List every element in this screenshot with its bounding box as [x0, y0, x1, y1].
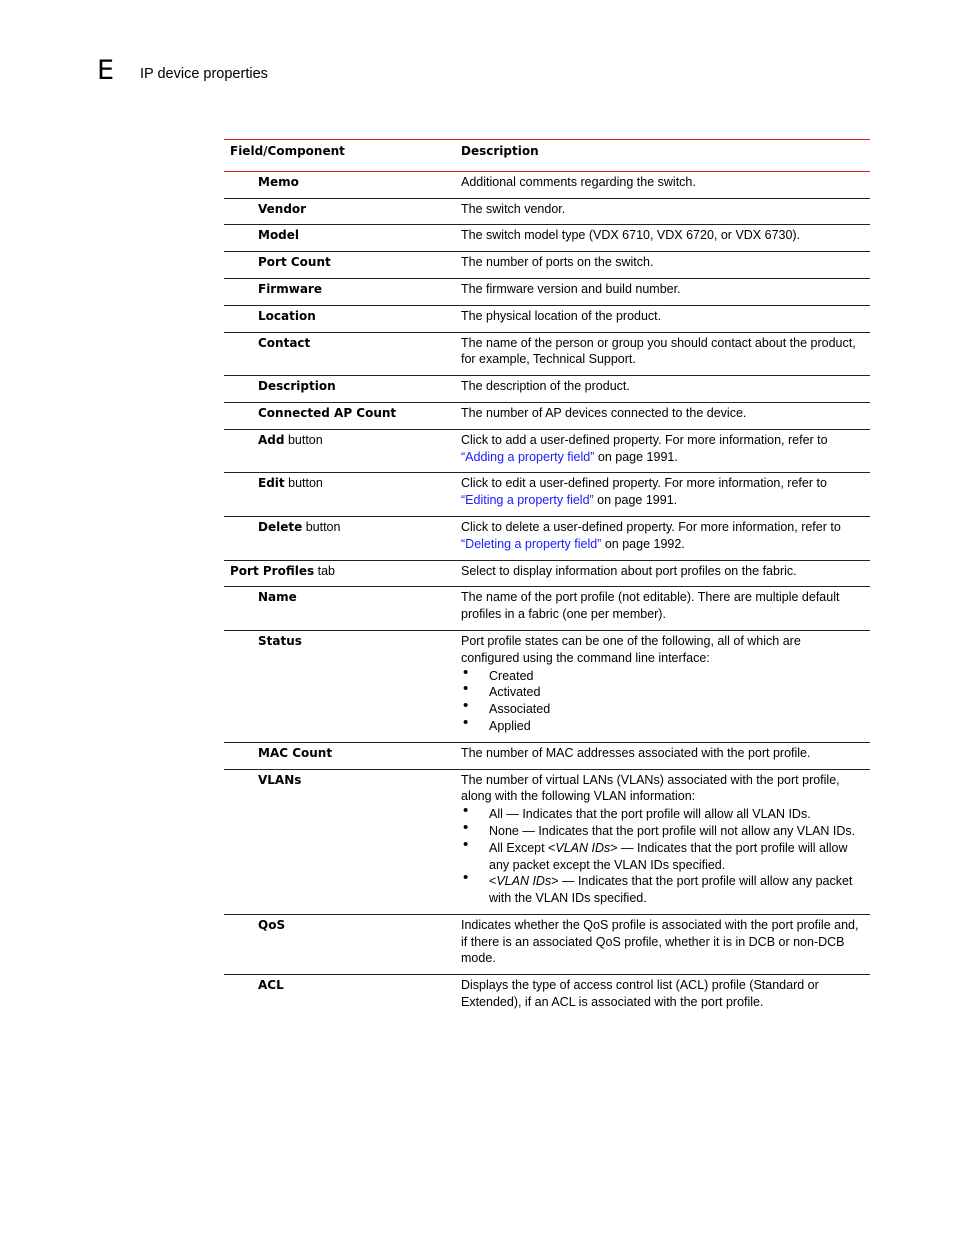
field-name: Memo: [258, 174, 299, 189]
description-text: The number of virtual LANs (VLANs) associated with the port profile, along with the following VLAN information:: [461, 772, 840, 804]
table-row: [224, 975, 870, 1018]
xref-link-editing-property-field[interactable]: “Editing a property field”: [461, 493, 594, 508]
chapter-letter: E: [97, 55, 115, 86]
description-text: Click to edit a user-defined property. For more information, refer to: [461, 476, 827, 491]
table-row: [224, 742, 870, 769]
field-cell: [224, 198, 454, 225]
description-cell: The switch model type (VDX 6710, VDX 6720, or VDX 6730).: [454, 225, 870, 252]
list-item-text: All Except <: [489, 840, 556, 855]
description-cell: The number of MAC addresses associated with the port profile.: [454, 742, 870, 769]
table-row: [224, 171, 870, 198]
field-name: Delete: [258, 519, 303, 534]
field-name: Description: [258, 379, 336, 394]
description-cell: The number of ports on the switch.: [454, 252, 870, 279]
description-cell: Indicates whether the QoS profile is associated with the port profile and, if there is an associated QoS profile, whether it is in DCB or non-DCB mode.: [454, 914, 870, 974]
field-cell: [224, 225, 454, 252]
description-cell: The firmware version and build number.: [454, 278, 870, 305]
description-cell: The switch vendor.: [454, 198, 870, 225]
field-name: Contact: [258, 335, 311, 350]
field-suffix: button: [284, 476, 323, 491]
vlan-list: [461, 806, 862, 907]
field-cell: [224, 769, 454, 914]
description-text: Click to add a user-defined property. For more information, refer to: [461, 432, 828, 447]
description-cell: [454, 473, 870, 517]
description-cell: The physical location of the product.: [454, 305, 870, 332]
field-cell: [224, 587, 454, 631]
field-name: Port Profiles: [230, 563, 315, 578]
description-cell: The description of the product.: [454, 376, 870, 403]
table-row: [224, 278, 870, 305]
field-name: VLANs: [258, 772, 302, 787]
field-cell: [224, 305, 454, 332]
field-cell: [224, 278, 454, 305]
field-name: Firmware: [258, 281, 322, 296]
status-list: [461, 668, 862, 735]
description-cell: [454, 516, 870, 560]
field-suffix: tab: [314, 563, 335, 578]
field-cell: [224, 516, 454, 560]
field-name: Port Count: [258, 255, 331, 270]
field-cell: [224, 252, 454, 279]
table-row: [224, 630, 870, 742]
list-item: [461, 873, 862, 907]
table-row: [224, 914, 870, 974]
field-cell: [224, 429, 454, 473]
list-item: • All — Indicates that the port profile will allow all VLAN IDs.: [461, 806, 862, 823]
description-cell: Additional comments regarding the switch.: [454, 171, 870, 198]
table-row: [224, 560, 870, 587]
xref-link-deleting-property-field[interactable]: “Deleting a property field”: [461, 536, 602, 551]
description-cell: The number of AP devices connected to the device.: [454, 402, 870, 429]
column-header-description: Description: [454, 140, 870, 172]
field-name: Model: [258, 228, 300, 243]
field-name: Status: [258, 633, 302, 648]
field-name: Connected AP Count: [258, 405, 397, 420]
field-cell: [224, 376, 454, 403]
field-cell: [224, 630, 454, 742]
page-reference: on page 1991.: [594, 449, 678, 464]
list-item: • Activated: [461, 684, 862, 701]
description-cell: The name of the person or group you should contact about the product, for example, Technical Support.: [454, 332, 870, 376]
field-cell: [224, 914, 454, 974]
description-cell: [454, 630, 870, 742]
field-name: Vendor: [258, 201, 307, 216]
table-row: [224, 402, 870, 429]
table-row: [224, 769, 870, 914]
table-row: [224, 198, 870, 225]
field-name: Edit: [258, 476, 285, 491]
table-row: [224, 305, 870, 332]
table-row: [224, 587, 870, 631]
description-cell: The name of the port profile (not editable). There are multiple default profiles in a fabric (one per member).: [454, 587, 870, 631]
list-item-emphasis: VLAN IDs: [496, 874, 552, 889]
description-cell: Select to display information about port profiles on the fabric.: [454, 560, 870, 587]
field-cell: [224, 332, 454, 376]
field-cell: [224, 473, 454, 517]
description-cell: [454, 769, 870, 914]
field-name: ACL: [258, 978, 284, 993]
page-reference: on page 1991.: [593, 493, 678, 508]
list-item-text: <: [489, 874, 497, 889]
description-text: Port profile states can be one of the following, all of which are configured using the command line interface:: [461, 633, 801, 665]
field-name: QoS: [258, 917, 286, 932]
description-cell: Displays the type of access control list (ACL) profile (Standard or Extended), if an ACL is associated with the port profile.: [461, 978, 819, 1010]
field-cell: [224, 402, 454, 429]
list-item: • Created: [461, 668, 862, 685]
table-row: [224, 473, 870, 517]
field-suffix: button: [302, 519, 341, 534]
list-item: • Applied: [461, 718, 862, 735]
table-row: [224, 516, 870, 560]
field-cell: [224, 560, 454, 587]
field-suffix: button: [284, 432, 323, 447]
field-name: Name: [258, 590, 297, 605]
description-cell: [454, 429, 870, 473]
section-title: IP device properties: [140, 66, 268, 82]
list-item: [461, 840, 862, 874]
table-row: [224, 376, 870, 403]
field-name: Location: [258, 308, 316, 323]
description-text: Click to delete a user-defined property. For more information, refer to: [461, 519, 841, 534]
list-item-text: > — Indicates that the port profile will allow any packet with the VLAN IDs specified.: [489, 874, 853, 906]
table-header-row: [224, 140, 870, 172]
column-header-field: Field/Component: [224, 140, 454, 172]
table-row: [224, 252, 870, 279]
table-row: [224, 225, 870, 252]
table-row: [224, 332, 870, 376]
list-item: • None — Indicates that the port profile will not allow any VLAN IDs.: [461, 823, 862, 840]
field-cell: [224, 171, 454, 198]
list-item-text: > — Indicates that the port profile will allow any packet except the VLAN IDs specified.: [489, 840, 848, 872]
table-row: [224, 429, 870, 473]
list-item: • Associated: [461, 701, 862, 718]
field-name: Add: [258, 432, 285, 447]
field-name: MAC Count: [258, 745, 333, 760]
xref-link-adding-property-field[interactable]: “Adding a property field”: [461, 449, 595, 464]
field-cell: [224, 742, 454, 769]
field-cell: [224, 975, 454, 1018]
page-reference: on page 1992.: [601, 536, 685, 551]
list-item-emphasis: VLAN IDs: [555, 840, 611, 855]
properties-table: [224, 139, 870, 1018]
